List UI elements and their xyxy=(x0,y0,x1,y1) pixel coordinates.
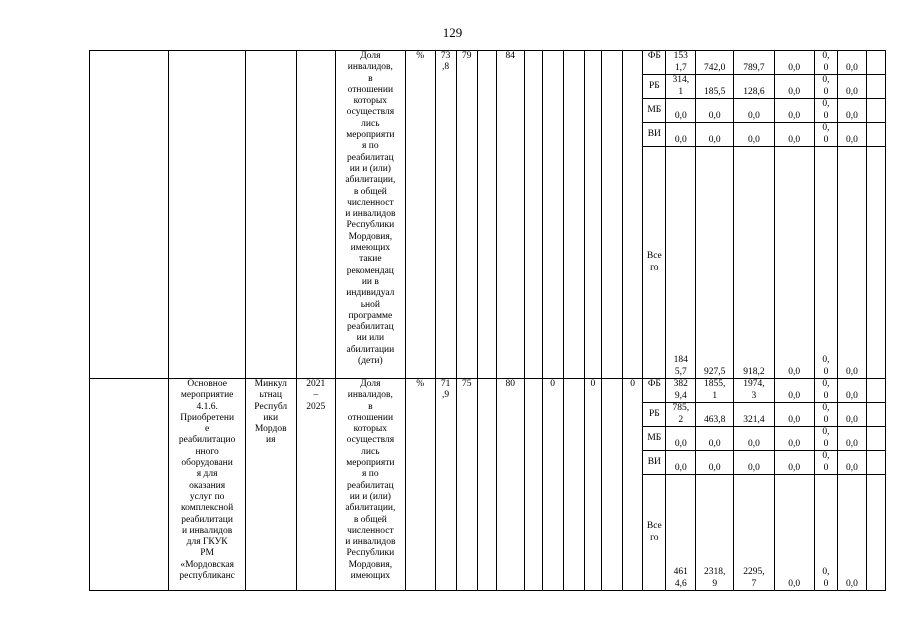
value-6 xyxy=(542,51,563,379)
amount-cell: 0,0 xyxy=(774,99,814,123)
amount-cell: 0,0 xyxy=(838,427,867,451)
source-label: РБ xyxy=(643,403,666,427)
indicator-name: Доля инвалидов, в отношении которых осуществля лись мероприяти я по реабилитац ии и (или) абилитации, в общей численност и инвалидов Республики Мордовия, имеющих такие рекомендац ии в индивидуал ьной программе реабилитац ии или абилитации (дети) xyxy=(335,51,405,379)
value-1: 73 ,8 xyxy=(435,51,456,379)
executor: Минкул ьтнац Республ ики Мордов ия xyxy=(245,379,296,591)
source-label: МБ xyxy=(643,427,666,451)
amount-cell: 0,0 xyxy=(696,451,734,475)
amount-cell: 0, 0 xyxy=(814,99,837,123)
amount-cell: 0,0 xyxy=(838,451,867,475)
amount-cell: 0, 0 xyxy=(814,51,837,75)
amount-cell: 0,0 xyxy=(838,403,867,427)
empty-cell xyxy=(866,427,885,451)
unit: % xyxy=(405,379,435,591)
empty-cell xyxy=(90,379,169,591)
empty-cell xyxy=(866,75,885,99)
amount-cell: 0,0 xyxy=(666,123,696,147)
amount-cell: 0,0 xyxy=(838,123,867,147)
value-10: 0 xyxy=(623,379,643,591)
amount-cell: 461 4,6 xyxy=(666,475,696,591)
value-5 xyxy=(524,51,542,379)
value-8 xyxy=(584,51,601,379)
amount-cell: 0,0 xyxy=(774,427,814,451)
amount-cell: 0,0 xyxy=(838,99,867,123)
empty-cell xyxy=(866,147,885,379)
amount-cell: 0,0 xyxy=(734,451,774,475)
source-label: ВИ xyxy=(643,123,666,147)
amount-cell: 0,0 xyxy=(734,427,774,451)
source-label: РБ xyxy=(643,75,666,99)
amount-cell: 128,6 xyxy=(734,75,774,99)
empty-cell xyxy=(866,475,885,591)
amount-cell: 0,0 xyxy=(774,379,814,403)
amount-cell: 153 1,7 xyxy=(666,51,696,75)
executor-cell xyxy=(245,51,296,379)
amount-cell: 0,0 xyxy=(696,99,734,123)
amount-cell: 0,0 xyxy=(774,451,814,475)
amount-cell: 1974, 3 xyxy=(734,379,774,403)
amount-cell: 0,0 xyxy=(774,403,814,427)
amount-cell: 0,0 xyxy=(838,147,867,379)
amount-cell: 2295, 7 xyxy=(734,475,774,591)
amount-cell: 0, 0 xyxy=(814,403,837,427)
amount-cell: 184 5,7 xyxy=(666,147,696,379)
amount-cell: 0, 0 xyxy=(814,427,837,451)
empty-cell xyxy=(866,123,885,147)
amount-cell: 0, 0 xyxy=(814,147,837,379)
amount-cell: 0,0 xyxy=(838,379,867,403)
amount-cell: 0, 0 xyxy=(814,123,837,147)
amount-cell: 0,0 xyxy=(838,75,867,99)
value-9 xyxy=(601,51,622,379)
amount-cell: 0,0 xyxy=(838,51,867,75)
period-cell xyxy=(296,51,335,379)
period: 2021 – 2025 xyxy=(296,379,335,591)
source-label: МБ xyxy=(643,99,666,123)
value-2: 79 xyxy=(456,51,477,379)
empty-cell xyxy=(866,379,885,403)
value-5 xyxy=(524,379,542,591)
source-label: ФБ xyxy=(643,379,666,403)
amount-cell: 2318, 9 xyxy=(696,475,734,591)
amount-cell: 185,5 xyxy=(696,75,734,99)
amount-cell: 0,0 xyxy=(838,475,867,591)
source-label: Все го xyxy=(643,475,666,591)
value-4: 84 xyxy=(496,51,524,379)
empty-cell xyxy=(866,451,885,475)
source-label: Все го xyxy=(643,147,666,379)
amount-cell: 0,0 xyxy=(666,427,696,451)
table-row xyxy=(90,379,886,403)
amount-cell: 0,0 xyxy=(774,75,814,99)
amount-cell: 742,0 xyxy=(696,51,734,75)
event-name: Основное мероприятие 4.1.6. Приобретени е реабилитацио нного оборудовани я для оказания услуг по комплексной реабилитаци и инвалидов для ГКУК РМ «Мордовская республиканс xyxy=(169,379,245,591)
amount-cell: 0,0 xyxy=(734,99,774,123)
source-label: ФБ xyxy=(643,51,666,75)
empty-cell xyxy=(866,403,885,427)
amount-cell: 463,8 xyxy=(696,403,734,427)
amount-cell: 0,0 xyxy=(774,51,814,75)
amount-cell: 0,0 xyxy=(666,99,696,123)
empty-cell xyxy=(866,99,885,123)
value-1: 71 ,9 xyxy=(435,379,456,591)
amount-cell: 382 9,4 xyxy=(666,379,696,403)
amount-cell: 1855, 1 xyxy=(696,379,734,403)
amount-cell: 918,2 xyxy=(734,147,774,379)
event-cell xyxy=(169,51,245,379)
value-4: 80 xyxy=(496,379,524,591)
value-7 xyxy=(563,379,584,591)
amount-cell: 0,0 xyxy=(696,123,734,147)
value-3 xyxy=(477,51,496,379)
program-table xyxy=(89,50,886,591)
value-10 xyxy=(623,51,643,379)
amount-cell: 789,7 xyxy=(734,51,774,75)
amount-cell: 0,0 xyxy=(696,427,734,451)
amount-cell: 0, 0 xyxy=(814,379,837,403)
amount-cell: 0, 0 xyxy=(814,451,837,475)
amount-cell: 0,0 xyxy=(774,475,814,591)
amount-cell: 0,0 xyxy=(774,123,814,147)
empty-cell xyxy=(90,51,169,379)
value-2: 75 xyxy=(456,379,477,591)
amount-cell: 927,5 xyxy=(696,147,734,379)
source-label: ВИ xyxy=(643,451,666,475)
amount-cell: 314, 1 xyxy=(666,75,696,99)
amount-cell: 0,0 xyxy=(666,451,696,475)
value-6: 0 xyxy=(542,379,563,591)
value-8: 0 xyxy=(584,379,601,591)
page-number: 129 xyxy=(442,25,463,40)
value-3 xyxy=(477,379,496,591)
unit: % xyxy=(405,51,435,379)
value-7 xyxy=(563,51,584,379)
empty-cell xyxy=(866,51,885,75)
amount-cell: 0, 0 xyxy=(814,475,837,591)
value-9 xyxy=(601,379,622,591)
amount-cell: 0, 0 xyxy=(814,75,837,99)
table-row xyxy=(90,51,886,75)
amount-cell: 785, 2 xyxy=(666,403,696,427)
indicator-name: Доля инвалидов, в отношении которых осуществля лись мероприяти я по реабилитац ии и (или) абилитации, в общей численност и инвалидов Республики Мордовия, имеющих xyxy=(335,379,405,591)
amount-cell: 0,0 xyxy=(734,123,774,147)
amount-cell: 0,0 xyxy=(774,147,814,379)
amount-cell: 321,4 xyxy=(734,403,774,427)
